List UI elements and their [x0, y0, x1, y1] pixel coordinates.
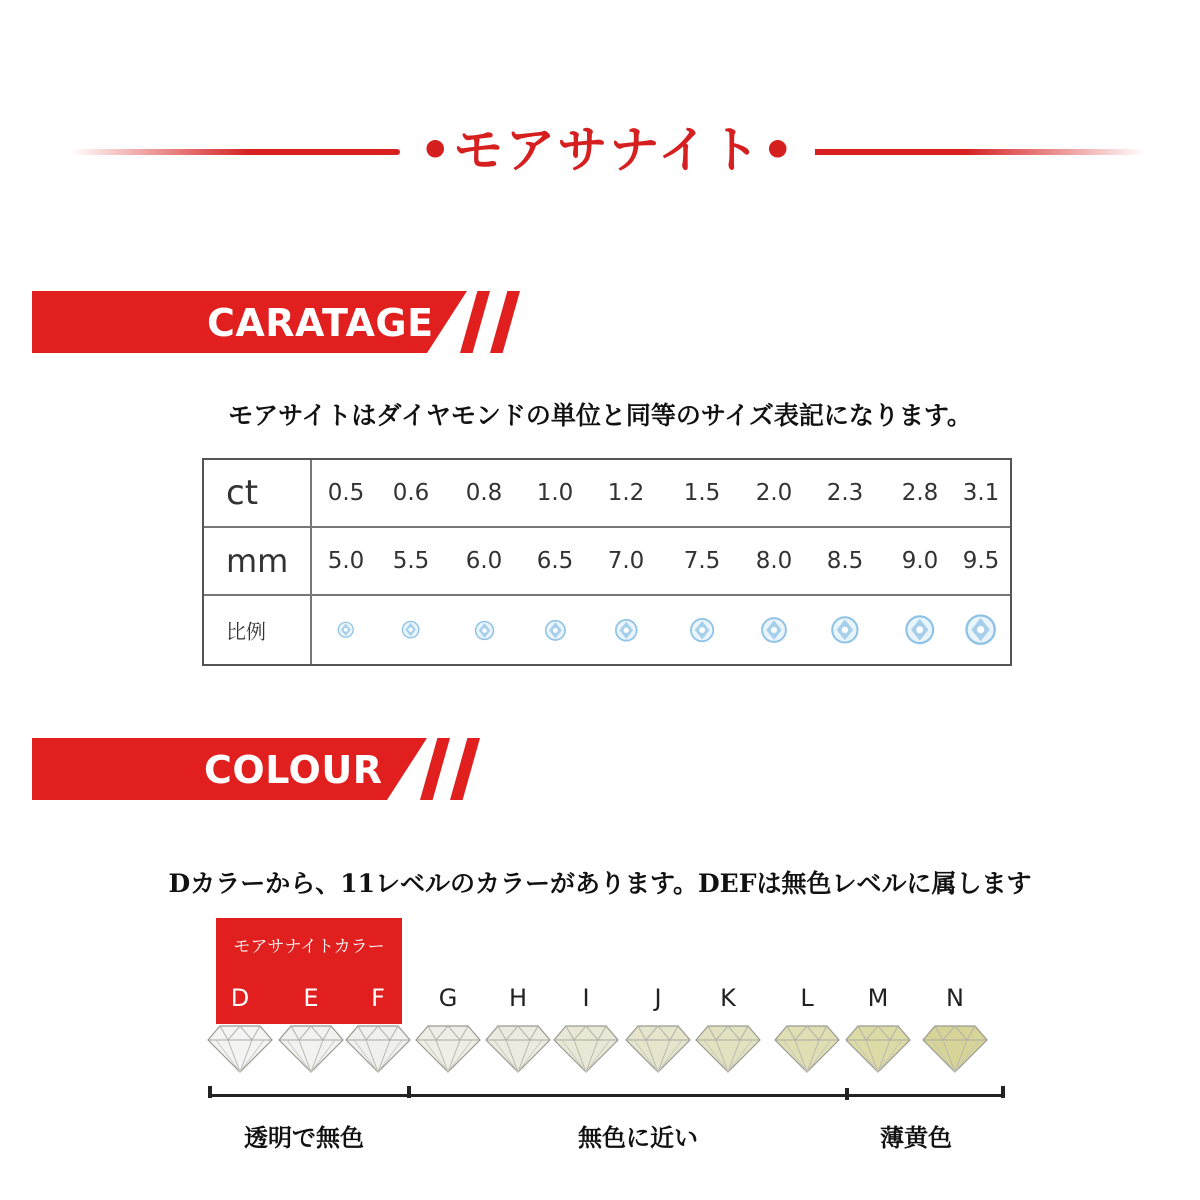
stone-scale-icon	[760, 616, 788, 644]
diamond-icon	[694, 1024, 762, 1074]
stone-scale-icon	[830, 615, 860, 645]
ct-cell-value: 2.0	[755, 480, 793, 506]
mm-cell-value: 8.0	[755, 548, 793, 574]
ct-cell	[890, 460, 950, 526]
diamond-color-sample	[844, 1024, 912, 1074]
mm-cell-value: 9.0	[901, 548, 939, 574]
range-tick	[208, 1086, 212, 1098]
range-label-colorless: 透明で無色	[244, 1123, 364, 1152]
diamond-color-sample	[921, 1024, 989, 1074]
color-grade-label: I	[582, 984, 590, 1012]
page-header	[0, 115, 1200, 185]
mm-cell-value: 5.5	[392, 548, 430, 574]
mm-cell	[744, 528, 804, 594]
diamond-icon	[921, 1024, 989, 1074]
range-tick	[1001, 1086, 1005, 1098]
ratio-row	[204, 596, 1010, 664]
diamond-color-sample	[206, 1024, 274, 1074]
color-grade-label: L	[800, 984, 814, 1012]
ct-row-header	[204, 460, 312, 526]
mm-cell-value: 7.5	[683, 548, 721, 574]
stone-scale-icon	[337, 621, 355, 639]
mm-cell-value: 8.5	[826, 548, 864, 574]
stone-scale-icon	[904, 614, 936, 646]
mm-cell-value: 5.0	[327, 548, 365, 574]
ct-cell	[381, 460, 441, 526]
mm-cell-value: 6.5	[536, 548, 574, 574]
ct-cell	[815, 460, 875, 526]
ct-cell	[672, 460, 732, 526]
mm-cell	[525, 528, 585, 594]
diamond-icon	[414, 1024, 482, 1074]
colour-heading: COLOUR	[204, 748, 383, 792]
mm-cell	[890, 528, 950, 594]
stone-scale-icon	[964, 613, 997, 646]
diamond-icon	[344, 1024, 412, 1074]
mm-row-header	[204, 528, 312, 594]
range-tick	[845, 1088, 849, 1100]
color-grade-label: H	[508, 984, 528, 1012]
stone-scale-icon	[689, 617, 715, 643]
diamond-color-sample	[624, 1024, 692, 1074]
diamond-icon	[844, 1024, 912, 1074]
banner-stripe	[450, 738, 480, 800]
color-grade-label: E	[303, 984, 319, 1012]
ct-cell-value: 0.6	[392, 480, 430, 506]
ct-cell-value: 2.3	[826, 480, 864, 506]
color-grade-label: M	[867, 984, 889, 1012]
diamond-icon	[277, 1024, 345, 1074]
ct-cell-value: 2.8	[901, 480, 939, 506]
diamond-icon	[773, 1024, 841, 1074]
ct-cell-value: 1.0	[536, 480, 574, 506]
ct-cell	[596, 460, 656, 526]
ratio-label: 比例	[226, 619, 266, 644]
mm-cell	[672, 528, 732, 594]
mm-cell-value: 9.5	[962, 548, 1000, 574]
mm-cell	[316, 528, 376, 594]
caratage-banner	[32, 291, 532, 353]
diamond-icon	[484, 1024, 552, 1074]
ratio-row-header	[204, 596, 312, 664]
ct-cell	[525, 460, 585, 526]
mm-cell	[596, 528, 656, 594]
ct-cell-value: 3.1	[962, 480, 1000, 506]
diamond-color-sample	[277, 1024, 345, 1074]
mm-row	[204, 528, 1010, 596]
carat-size-table	[202, 458, 1012, 666]
diamond-color-sample	[344, 1024, 412, 1074]
color-grade-label: N	[946, 984, 964, 1012]
banner-stripe	[420, 738, 450, 800]
ct-cell-value: 1.5	[683, 480, 721, 506]
ct-cell	[744, 460, 804, 526]
banner-stripe	[460, 291, 490, 353]
mm-cell-value: 7.0	[607, 548, 645, 574]
ct-cell-value: 0.5	[327, 480, 365, 506]
diamond-color-sample	[414, 1024, 482, 1074]
color-grade-label: K	[720, 984, 736, 1012]
ct-cell	[951, 460, 1011, 526]
diamond-color-sample	[694, 1024, 762, 1074]
mm-cell	[951, 528, 1011, 594]
ct-cell	[454, 460, 514, 526]
ct-cell	[316, 460, 376, 526]
range-label-faint-yellow: 薄黄色	[880, 1123, 952, 1152]
diamond-color-sample	[484, 1024, 552, 1074]
colour-caption: Dカラーから、11レベルのカラーがあります。DEFは無色レベルに属します	[168, 869, 1032, 898]
moissanite-color-label: モアサナイトカラー	[233, 937, 385, 957]
title-divider-right	[815, 149, 1145, 155]
mm-cell	[381, 528, 441, 594]
stone-scale-icon	[614, 618, 639, 643]
ct-cell-value: 1.2	[607, 480, 645, 506]
color-grade-label: J	[654, 984, 662, 1012]
caratage-caption: モアサイトはダイヤモンドの単位と同等のサイズ表記になります。	[228, 401, 972, 430]
range-tick	[407, 1086, 411, 1098]
caratage-heading: CARATAGE	[207, 301, 434, 345]
diamond-icon	[552, 1024, 620, 1074]
diamond-color-sample	[773, 1024, 841, 1074]
color-grade-label: F	[371, 984, 385, 1012]
stone-scale-icon	[401, 620, 420, 639]
mm-cell	[454, 528, 514, 594]
color-grade-label: G	[438, 984, 458, 1012]
ct-label: ct	[226, 473, 259, 513]
mm-cell	[815, 528, 875, 594]
colour-banner	[32, 738, 492, 800]
diamond-color-sample	[552, 1024, 620, 1074]
title-divider-left	[70, 149, 400, 155]
range-label-near-colorless: 無色に近い	[578, 1123, 698, 1152]
diamond-icon	[624, 1024, 692, 1074]
color-grade-label: D	[230, 984, 250, 1012]
ct-cell-value: 0.8	[465, 480, 503, 506]
stone-scale-icon	[544, 619, 567, 642]
mm-cell-value: 6.0	[465, 548, 503, 574]
diamond-icon	[206, 1024, 274, 1074]
page-title: •モアサナイト•	[419, 120, 796, 179]
ct-row	[204, 460, 1010, 528]
stone-scale-icon	[474, 620, 495, 641]
mm-label: mm	[226, 542, 289, 580]
banner-stripe	[490, 291, 520, 353]
color-range-line	[208, 1094, 1005, 1097]
